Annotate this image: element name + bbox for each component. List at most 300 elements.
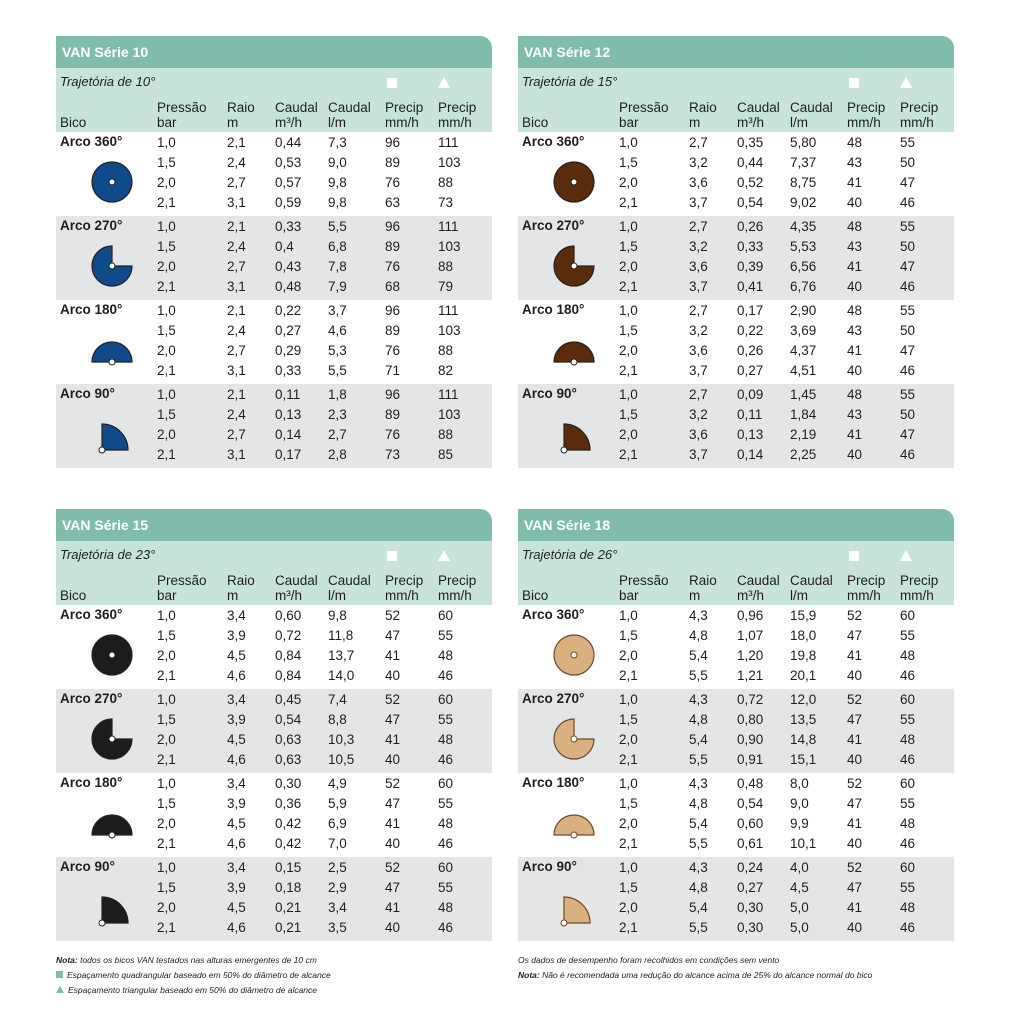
cell-precip_sq: 41 [385,900,401,915]
cell-caudal_lm: 3,5 [328,920,347,935]
cell-caudal_lm: 8,75 [790,175,817,190]
table-title: VAN Série 18 [518,509,954,541]
cell-precip_sq: 47 [385,880,401,895]
arc-group [518,216,954,300]
cell-caudal_m3: 0,53 [275,155,302,170]
table-row [518,322,954,340]
cell-raio: 2,7 [227,427,246,442]
cell-pressao: 1,0 [157,135,176,150]
arc-group [518,605,954,689]
cell-raio: 3,1 [227,363,246,378]
cell-raio: 2,7 [227,175,246,190]
cell-precip_tri: 55 [438,880,454,895]
cell-pressao: 1,5 [157,155,176,170]
cell-precip_sq: 47 [847,796,863,811]
cell-pressao: 2,1 [619,363,638,378]
footnote-wind: Os dados de desempenho foram recolhidos em condições sem vento [518,955,780,965]
triangle-spacing-icon [438,77,450,88]
triangle-spacing-icon [900,550,912,561]
table-row [56,859,492,877]
cell-caudal_lm: 9,8 [328,608,347,623]
cell-pressao: 1,5 [619,407,638,422]
cell-raio: 3,9 [227,796,246,811]
cell-caudal_lm: 6,9 [328,816,347,831]
table-row [56,751,492,769]
cell-precip_tri: 111 [438,219,459,234]
cell-raio: 4,5 [227,732,246,747]
cell-raio: 3,6 [689,427,708,442]
arc-group [518,300,954,384]
cell-precip_sq: 43 [847,323,863,338]
cell-pressao: 2,0 [619,259,638,274]
cell-precip_sq: 52 [385,692,401,707]
arc-label: Arco 270° [60,218,123,233]
cell-pressao: 2,1 [619,279,638,294]
cell-pressao: 1,0 [619,303,638,318]
header-precip_sq [847,573,885,603]
header-caudal_m3-unit: m³/h [737,115,764,130]
cell-precip_tri: 46 [900,752,916,767]
header-pressao-name: Pressão [619,100,669,115]
table-row [56,322,492,340]
header-raio-unit: m [227,115,239,130]
cell-precip_sq: 40 [385,752,401,767]
table-row [518,386,954,404]
cell-precip_tri: 79 [438,279,454,294]
table-title: VAN Série 10 [56,36,492,68]
cell-raio: 3,1 [227,447,246,462]
header-raio-unit: m [227,588,239,603]
table-row [56,607,492,625]
cell-precip_tri: 103 [438,323,461,338]
header-caudal_m3-name: Caudal [737,573,780,588]
cell-precip_sq: 89 [385,323,401,338]
arc-label: Arco 180° [522,302,585,317]
table-row [56,667,492,685]
cell-pressao: 2,0 [619,732,638,747]
arc-group [56,132,492,216]
cell-pressao: 2,1 [619,447,638,462]
cell-pressao: 2,0 [157,732,176,747]
triangle-spacing-icon [438,550,450,561]
table-row [518,607,954,625]
header-caudal_lm [328,573,371,603]
cell-caudal_lm: 6,76 [790,279,817,294]
nota-text: todos os bicos VAN testados nas alturas emergentes de 10 cm [77,955,317,965]
cell-caudal_lm: 7,9 [328,279,347,294]
cell-caudal_lm: 9,8 [328,195,347,210]
table-block [56,36,492,468]
table-row [56,258,492,276]
table-row [56,218,492,236]
header-precip_sq-name: Precip [847,573,886,588]
table-row [518,446,954,464]
cell-precip_sq: 41 [847,816,863,831]
cell-caudal_lm: 10,1 [790,836,817,851]
nota-label: Nota: [56,955,78,965]
cell-precip_tri: 82 [438,363,454,378]
header-caudal_m3-unit: m³/h [737,588,764,603]
cell-raio: 4,8 [689,712,708,727]
cell-caudal_m3: 0,11 [737,407,763,422]
cell-precip_tri: 103 [438,155,461,170]
table-row [518,278,954,296]
cell-caudal_lm: 4,51 [790,363,817,378]
cell-pressao: 2,0 [157,259,176,274]
table-row [518,775,954,793]
cell-caudal_m3: 0,63 [275,752,302,767]
arc-group [56,384,492,468]
cell-precip_sq: 41 [847,343,863,358]
header-raio-name: Raio [227,573,255,588]
table-title: VAN Série 12 [518,36,954,68]
cell-raio: 5,5 [689,836,708,851]
cell-precip_sq: 48 [847,303,863,318]
table-block [518,36,954,468]
cell-caudal_m3: 1,07 [737,628,764,643]
cell-caudal_m3: 0,35 [737,135,764,150]
cell-precip_sq: 40 [847,363,863,378]
header-precip_tri [900,573,938,603]
cell-pressao: 2,1 [157,752,176,767]
cell-raio: 2,7 [689,219,708,234]
trajectory-label: Trajetória de 23° [60,547,156,562]
cell-caudal_lm: 5,5 [328,363,347,378]
cell-precip_tri: 55 [438,796,454,811]
table-row [56,795,492,813]
cell-pressao: 1,0 [619,860,638,875]
cell-caudal_m3: 1,20 [737,648,764,663]
header-pressao-unit: bar [157,115,177,130]
cell-precip_sq: 52 [385,860,401,875]
cell-caudal_lm: 2,90 [790,303,817,318]
header-pressao-unit: bar [157,588,177,603]
cell-caudal_lm: 20,1 [790,668,817,683]
cell-caudal_m3: 1,21 [737,668,764,683]
arc-label: Arco 90° [60,859,115,874]
header-caudal_lm-name: Caudal [790,573,833,588]
arc-group [56,300,492,384]
cell-precip_sq: 40 [385,668,401,683]
cell-caudal_m3: 0,44 [275,135,302,150]
arc-group [56,773,492,857]
cell-precip_tri: 50 [900,239,916,254]
header-caudal_m3-name: Caudal [275,100,318,115]
cell-raio: 4,6 [227,920,246,935]
cell-raio: 4,3 [689,692,708,707]
table-row [518,627,954,645]
cell-pressao: 1,5 [157,712,176,727]
cell-precip_tri: 46 [900,195,916,210]
cell-precip_sq: 43 [847,407,863,422]
cell-raio: 4,3 [689,860,708,875]
cell-raio: 3,6 [689,259,708,274]
cell-pressao: 2,0 [619,816,638,831]
cell-precip_tri: 111 [438,387,459,402]
cell-caudal_lm: 15,1 [790,752,817,767]
cell-caudal_lm: 2,8 [328,447,347,462]
table-row [518,711,954,729]
header-precip_sq-unit: mm/h [385,588,419,603]
cell-pressao: 1,0 [157,387,176,402]
cell-raio: 2,4 [227,323,246,338]
cell-raio: 2,7 [689,135,708,150]
cell-pressao: 1,0 [619,692,638,707]
cell-precip_tri: 85 [438,447,454,462]
cell-raio: 3,2 [689,323,708,338]
cell-caudal_lm: 9,0 [790,796,809,811]
cell-precip_sq: 43 [847,155,863,170]
cell-pressao: 1,0 [157,219,176,234]
footnote-triangle [56,983,331,998]
table-row [56,627,492,645]
cell-precip_tri: 48 [900,816,916,831]
header-raio-name: Raio [689,573,717,588]
cell-raio: 5,4 [689,648,708,663]
square-text: Espaçamento quadrangular baseado em 50% do diâmetro de alcance [67,970,331,980]
header-pressao-unit: bar [619,588,639,603]
cell-raio: 2,4 [227,407,246,422]
header-pressao-name: Pressão [157,100,207,115]
cell-precip_tri: 55 [900,880,916,895]
cell-precip_tri: 88 [438,175,454,190]
cell-precip_sq: 40 [385,920,401,935]
header-precip_tri [438,100,476,130]
cell-caudal_m3: 0,14 [737,447,764,462]
header-precip_sq-name: Precip [385,100,424,115]
cell-caudal_m3: 0,21 [275,900,302,915]
cell-raio: 3,4 [227,776,246,791]
cell-precip_sq: 52 [847,692,863,707]
cell-pressao: 2,0 [619,427,638,442]
cell-caudal_lm: 5,0 [790,920,809,935]
cell-pressao: 1,5 [157,407,176,422]
cell-raio: 3,2 [689,239,708,254]
nota-label-right: Nota: [518,970,540,980]
cell-caudal_m3: 0,63 [275,732,302,747]
cell-precip_tri: 46 [900,279,916,294]
cell-raio: 4,8 [689,628,708,643]
cell-pressao: 1,5 [157,239,176,254]
cell-pressao: 2,0 [157,816,176,831]
cell-caudal_lm: 9,02 [790,195,817,210]
cell-precip_sq: 73 [385,447,401,462]
cell-precip_sq: 63 [385,195,401,210]
header-bico: Bico [522,115,549,130]
cell-pressao: 2,1 [157,363,176,378]
cell-pressao: 2,1 [157,447,176,462]
cell-caudal_lm: 13,7 [328,648,355,663]
arc-group [56,605,492,689]
cell-raio: 2,4 [227,155,246,170]
cell-caudal_lm: 1,45 [790,387,817,402]
header-precip_sq-unit: mm/h [847,115,881,130]
cell-raio: 4,8 [689,880,708,895]
cell-pressao: 2,0 [157,175,176,190]
header-caudal_lm-unit: l/m [790,115,808,130]
cell-pressao: 2,0 [157,343,176,358]
cell-caudal_m3: 0,13 [275,407,302,422]
table-row [56,386,492,404]
cell-precip_tri: 46 [900,920,916,935]
cell-precip_tri: 46 [438,752,454,767]
cell-precip_sq: 76 [385,175,401,190]
table-row [56,775,492,793]
cell-caudal_lm: 4,35 [790,219,817,234]
cell-raio: 3,7 [689,279,708,294]
cell-precip_sq: 76 [385,427,401,442]
cell-caudal_m3: 0,44 [737,155,764,170]
cell-caudal_lm: 7,4 [328,692,347,707]
cell-caudal_lm: 3,4 [328,900,347,915]
cell-pressao: 2,1 [619,195,638,210]
cell-caudal_m3: 0,54 [275,712,302,727]
square-spacing-icon [387,78,397,88]
trajectory-label: Trajetória de 15° [522,74,618,89]
header-caudal_lm-name: Caudal [328,573,371,588]
cell-pressao: 2,1 [619,668,638,683]
cell-precip_tri: 88 [438,259,454,274]
cell-caudal_lm: 10,3 [328,732,355,747]
cell-precip_sq: 40 [847,920,863,935]
cell-caudal_m3: 0,24 [737,860,764,875]
cell-pressao: 1,5 [157,628,176,643]
table-row [56,194,492,212]
cell-pressao: 2,1 [619,752,638,767]
cell-caudal_lm: 19,8 [790,648,817,663]
table-row [518,218,954,236]
header-bico: Bico [60,115,87,130]
cell-raio: 3,9 [227,880,246,895]
table-row [56,879,492,897]
cell-caudal_lm: 4,9 [328,776,347,791]
cell-raio: 3,7 [689,363,708,378]
cell-precip_tri: 46 [900,447,916,462]
cell-precip_sq: 48 [847,219,863,234]
header-precip_tri-name: Precip [438,100,477,115]
cell-caudal_lm: 3,69 [790,323,817,338]
table-row [56,238,492,256]
cell-raio: 5,4 [689,816,708,831]
cell-caudal_lm: 7,8 [328,259,347,274]
cell-caudal_m3: 0,48 [737,776,764,791]
cell-pressao: 2,1 [619,920,638,935]
cell-caudal_m3: 0,30 [275,776,302,791]
cell-precip_sq: 96 [385,387,401,402]
cell-caudal_m3: 0,91 [737,752,764,767]
cell-precip_tri: 103 [438,239,461,254]
footnote-square [56,968,331,983]
cell-pressao: 2,1 [157,836,176,851]
cell-pressao: 2,0 [157,427,176,442]
cell-caudal_m3: 0,42 [275,816,302,831]
cell-caudal_lm: 2,9 [328,880,347,895]
header-caudal_m3-name: Caudal [275,573,318,588]
cell-caudal_m3: 0,33 [737,239,764,254]
table-row [56,815,492,833]
cell-precip_sq: 89 [385,407,401,422]
cell-raio: 4,6 [227,668,246,683]
cell-precip_tri: 55 [900,796,916,811]
cell-pressao: 1,5 [619,323,638,338]
cell-raio: 3,2 [689,407,708,422]
cell-caudal_m3: 0,15 [275,860,302,875]
cell-caudal_m3: 0,45 [275,692,302,707]
arc-group [518,689,954,773]
table-row [56,899,492,917]
table-row [518,174,954,192]
table-header [518,68,954,132]
cell-pressao: 1,5 [619,880,638,895]
header-caudal_m3-name: Caudal [737,100,780,115]
cell-caudal_m3: 0,26 [737,343,764,358]
cell-pressao: 2,0 [619,343,638,358]
square-icon [56,971,63,978]
cell-caudal_lm: 18,0 [790,628,817,643]
header-precip_sq [847,100,885,130]
cell-pressao: 2,0 [619,648,638,663]
cell-raio: 5,4 [689,900,708,915]
table-row [56,302,492,320]
cell-precip_tri: 55 [900,303,916,318]
cell-caudal_m3: 0,84 [275,648,302,663]
table-row [56,278,492,296]
cell-pressao: 1,5 [157,880,176,895]
header-precip_tri-unit: mm/h [438,588,472,603]
cell-precip_sq: 40 [847,752,863,767]
cell-precip_sq: 40 [847,836,863,851]
table-row [56,406,492,424]
cell-precip_sq: 47 [385,712,401,727]
cell-pressao: 1,0 [157,608,176,623]
cell-pressao: 2,1 [157,920,176,935]
cell-pressao: 2,1 [157,195,176,210]
cell-raio: 2,7 [689,387,708,402]
header-raio-unit: m [689,588,701,603]
cell-precip_tri: 55 [900,712,916,727]
arc-group [518,384,954,468]
cell-pressao: 1,5 [157,323,176,338]
cell-pressao: 1,0 [157,303,176,318]
cell-caudal_m3: 0,27 [737,880,764,895]
table-row [518,751,954,769]
cell-caudal_m3: 0,30 [737,920,764,935]
header-raio [689,573,717,603]
table-row [56,446,492,464]
cell-caudal_m3: 0,41 [737,279,764,294]
cell-precip_sq: 96 [385,303,401,318]
cell-precip_sq: 96 [385,135,401,150]
header-precip_tri-unit: mm/h [900,588,934,603]
table-row [56,647,492,665]
cell-caudal_lm: 13,5 [790,712,817,727]
arc-label: Arco 360° [522,134,585,149]
header-caudal_lm [790,100,833,130]
table-row [518,154,954,172]
cell-pressao: 1,5 [619,796,638,811]
table-block [518,509,954,941]
arc-group [518,857,954,941]
arc-label: Arco 360° [522,607,585,622]
cell-precip_tri: 73 [438,195,454,210]
table-block [56,509,492,941]
cell-caudal_lm: 12,0 [790,692,817,707]
cell-caudal_m3: 0,22 [737,323,764,338]
cell-pressao: 1,0 [157,776,176,791]
table-row [518,134,954,152]
header-pressao-unit: bar [619,115,639,130]
arc-group [56,857,492,941]
